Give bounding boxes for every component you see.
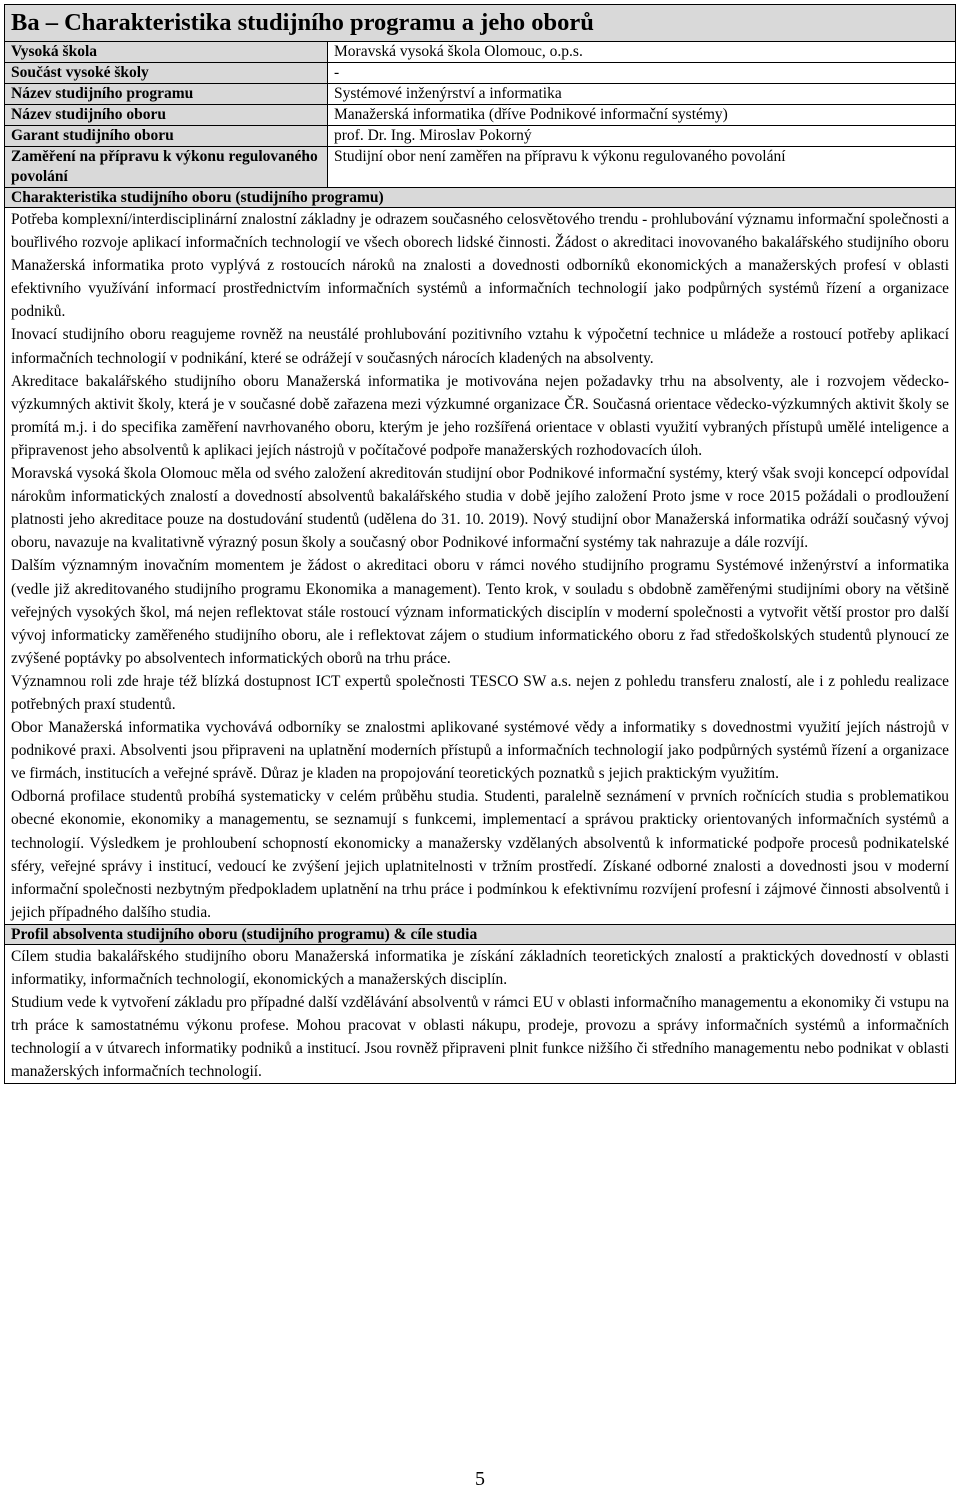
field-row-field xyxy=(5,105,956,126)
field-value: Moravská vysoká škola Olomouc, o.p.s. xyxy=(328,42,956,63)
field-label: Garant studijního oboru xyxy=(5,126,328,147)
paragraph: Akreditace bakalářského studijního oboru Manažerská informatika je motivována nejen požadavky trhu na absolventy, ale i rozvojem vědecko-výzkumných aktivit školy, která je v současné době zařazena mezi výzkumné organizace ČR. Současná orientace vědecko-výzkumných aktivit školy se promítá m.j. i do specifika zaměření navrhovaného oboru, kterým je jeho rozšířená orientace v oblasti využití vybraných přístupů umělé inteligence a připravenost jeho absolventů k aplikaci jejích nástrojů v počítačové podpoře manažerských rozhodovacích úloh. xyxy=(11,372,949,459)
field-label: Součást vysoké školy xyxy=(5,63,328,84)
paragraph: Inovací studijního oboru reagujeme rovněž na neustálé prohlubování pozitivního vztahu k výpočetní technice u mládeže a rostoucí potřeby aplikací informačních technologií v podnikání, které se odrážejí v současných nárocích kladených na absolventy. xyxy=(11,326,949,367)
paragraph: Odborná profilace studentů probíhá systematicky v celém průběhu studia. Studenti, paralelně seznámení v prvních ročnících studia s problematikou obecné ekonomie, ekonomiky a managementu, se seznamují s funkcemi, implementací a správou prakticky orientovaných informačních systémů a technologií. Výsledkem je prohloubení schopností ekonomicky a manažersky vzdělaných absolventů k informatické podpoře procesů podnikatelské sféry, veřejné správy i institucí, vedoucí ke zvýšení jejich uplatnitelnosti v tržním prostředí. Získané odborné znalosti a dovednosti jsou v moderní informační společnosti nezbytným předpokladem uplatnění na trhu práce i podmínkou k efektivnímu rozvíjení profesní i zájmové činnosti absolventů i jejich případného dalšího studia. xyxy=(11,788,949,921)
paragraph: Dalším významným inovačním momentem je žádost o akreditaci oboru v rámci nového studijního programu Systémové inženýrství a informatika (vedle již akreditovaného studijního programu Ekonomika a management). Tento krok, v souladu s obdobně zaměřenými studijními obory na většině veřejných vysokých škol, má nejen reflektovat stále rostoucí význam informatických disciplín v moderní společnosti a vytvořit větší prostor pro další vývoj informaticky zaměřeného studijního oboru, ale i reflektovat zájem o studium informatického oboru z řad středoškolských studentů plynoucí ze zvýšené poptávky po absolventech informatických oborů na trhu práce. xyxy=(11,557,949,667)
field-label: Vysoká škola xyxy=(5,42,328,63)
paragraph: Významnou roli zde hraje též blízká dostupnost ICT expertů společnosti TESCO SW a.s. nejen z pohledu transferu znalostí, ale i z pohledu realizace potřebných praxí studentů. xyxy=(11,672,949,713)
field-label: Zaměření na přípravu k výkonu regulovaného povolání xyxy=(5,147,328,188)
profile-body xyxy=(5,944,956,1084)
paragraph: Cílem studia bakalářského studijního oboru Manažerská informatika je získání základních teoretických znalostí a praktických dovedností v oblasti informatiky, informačních technologií, ekonomických a manažerských disciplín. xyxy=(11,947,949,988)
field-value: Systémové inženýrství a informatika xyxy=(328,84,956,105)
field-value: prof. Dr. Ing. Miroslav Pokorný xyxy=(328,126,956,147)
field-label: Název studijního oboru xyxy=(5,105,328,126)
paragraph: Obor Manažerská informatika vychovává odborníky se znalostmi aplikované systémové vědy a informatiky s dovednostmi využití jejích nástrojů v podnikové praxi. Absolventi jsou připraveni na uplatnění moderních přístupů a informačních technologií jako podpůrných systémů řízení a organizace ve firmách, institucích a veřejné správě. Důraz je kladen na propojování teoretických poznatků s jejich praktickým využitím. xyxy=(11,719,949,783)
form-title: Ba – Charakteristika studijního programu a jeho oborů xyxy=(5,5,956,42)
field-row-regulated-profession xyxy=(5,147,956,188)
field-value: Studijní obor není zaměřen na přípravu k výkonu regulovaného povolání xyxy=(328,147,956,188)
field-row-university xyxy=(5,42,956,63)
field-row-program xyxy=(5,84,956,105)
profile-heading: Profil absolventa studijního oboru (studijního programu) & cíle studia xyxy=(5,924,956,944)
field-row-guarantor xyxy=(5,126,956,147)
page-number: 5 xyxy=(475,1468,485,1490)
paragraph: Potřeba komplexní/interdisciplinární znalostní základny je odrazem současného celosvětového trendu - prohlubování významu informační společnosti a bouřlivého rozvoje aplikací informačních technologií ve všech oborech lidské činnosti. Žádost o akreditaci inovovaného bakalářského studijního oboru Manažerská informatika proto vyplývá z rostoucích nároků na znalosti a dovednosti odborníků ekonomických a manažerských profesí v oblasti efektivního využívání informací prostřednictvím informačních systémů a informačních technologií jako podpůrných systémů řízení a organizace podniků. xyxy=(11,211,949,321)
form-table xyxy=(4,4,956,1084)
field-row-faculty xyxy=(5,63,956,84)
field-value: Manažerská informatika (dříve Podnikové informační systémy) xyxy=(328,105,956,126)
field-label: Název studijního programu xyxy=(5,84,328,105)
field-value: - xyxy=(328,63,956,84)
paragraph: Studium vede k vytvoření základu pro případné další vzdělávání absolventů v rámci EU v oblasti informačního managementu a ekonomiky či vstupu na trh práce k samostatnému výkonu profese. Mohou pracovat v oblasti nákupu, prodeje, provozu a správy informačních systémů a informačních technologií a v útvarech informatiky podniků a institucí. Jsou rovněž připraveni plnit funkce nižšího či středního managementu nebo podnikat v oblasti manažerských informačních technologií. xyxy=(11,994,949,1081)
characteristics-body xyxy=(5,208,956,925)
characteristics-heading: Charakteristika studijního oboru (studijního programu) xyxy=(5,188,956,208)
paragraph: Moravská vysoká škola Olomouc měla od svého založení akreditován studijní obor Podnikové informační systémy, který však svoji koncepcí odpovídal nárokům informatických znalostí a dovedností absolventů bakalářského studia v době jejího založení Proto jsme v roce 2015 požádali o prodloužení platnosti jeho akreditace pouze na dostudování studentů (udělena do 31. 10. 2019). Nový studijní obor Manažerská informatika odráží současný vývoj oboru, navazuje na kvalitativně výrazný posun školy a současný obor Podnikové informační systémy tak nahrazuje a dále rozvíjí. xyxy=(11,465,949,552)
study-program-form xyxy=(4,4,956,1084)
